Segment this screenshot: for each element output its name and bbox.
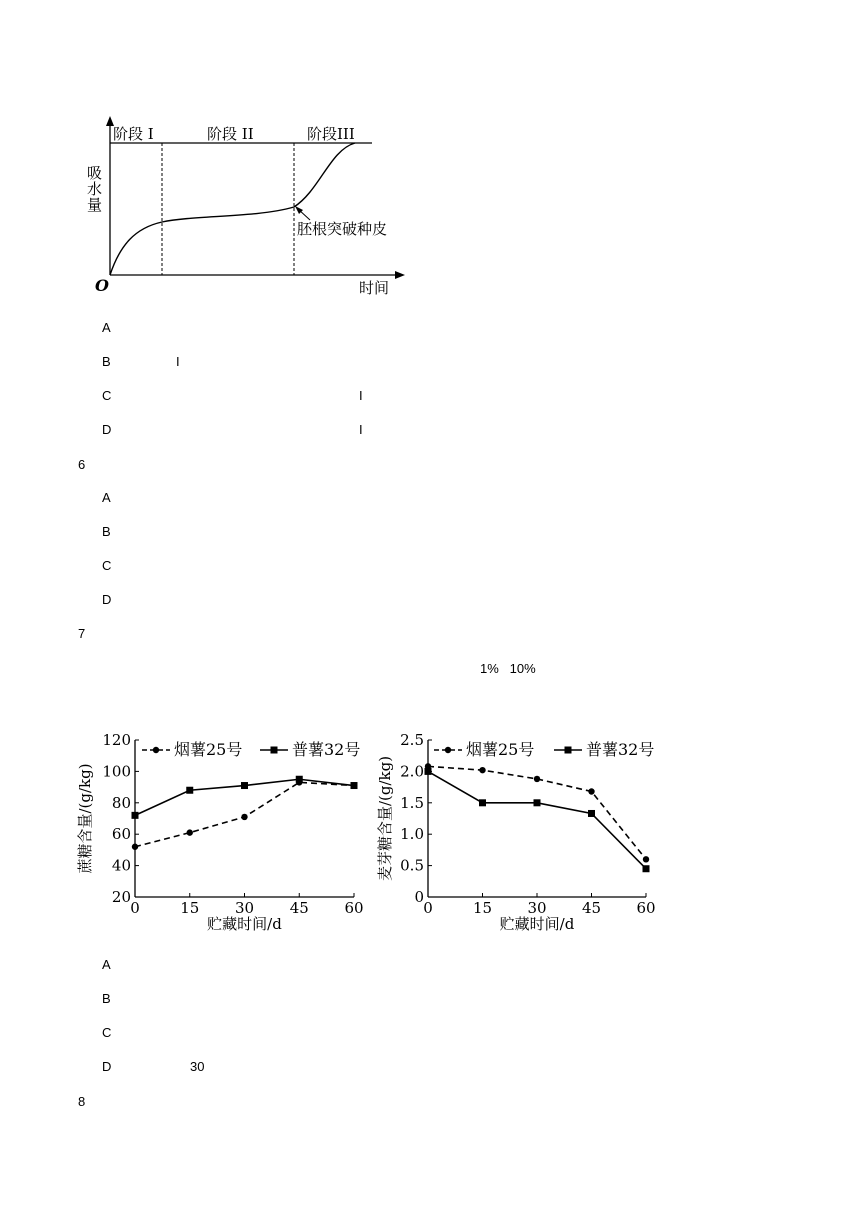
x-tick-label: 15 (180, 899, 200, 917)
series-2-point (132, 812, 139, 819)
maltose-chart (376, 728, 670, 938)
q5-option-c[interactable]: C (102, 388, 112, 403)
q5-option-b[interactable]: B (102, 354, 111, 369)
series-2-point (296, 776, 303, 783)
x-tick-label: 45 (581, 899, 602, 917)
legend-label-1: 烟薯25号 (466, 740, 535, 759)
q6-option-d[interactable]: D (102, 592, 112, 607)
y-tick-label: 80 (111, 793, 131, 812)
y-tick-label: 2.0 (400, 762, 424, 781)
q5-option-b-text: I (176, 354, 180, 369)
y-tick-label: 100 (102, 762, 131, 781)
q8-number: 8 (78, 1094, 86, 1109)
annotation-label: 胚根突破种皮 (297, 220, 388, 238)
q7-option-c[interactable]: C (102, 1025, 112, 1040)
x-axis-label: 时间 (359, 279, 390, 297)
x-tick-label: 15 (472, 899, 493, 917)
x-tick-label: 0 (423, 899, 433, 917)
q5-option-d-text: I (359, 422, 363, 437)
q6-number: 6 (78, 457, 86, 472)
q7-text-fragment: 1% 10% (480, 661, 536, 676)
stage-1-label: 阶段 I (113, 125, 154, 143)
series-2-point (643, 865, 650, 872)
y-label-char-2: 水 (87, 180, 103, 198)
stage-2-label: 阶段 II (207, 125, 254, 143)
series-2-point (425, 768, 432, 775)
series-1-point (241, 814, 247, 820)
q5-option-d[interactable]: D (102, 422, 112, 437)
legend-marker-1 (445, 747, 451, 753)
series-2-point (241, 782, 248, 789)
legend-marker-1 (153, 747, 159, 753)
sucrose-chart (78, 728, 378, 938)
q7-option-d[interactable]: D (102, 1059, 112, 1074)
x-tick-label: 60 (344, 899, 364, 917)
y-tick-label: 120 (102, 731, 131, 749)
series-2-point (588, 810, 595, 817)
legend-label-2: 普薯32号 (586, 740, 655, 759)
x-axis-label: 贮藏时间/d (207, 915, 282, 933)
series-2-point (479, 799, 486, 806)
y-tick-label: 0.5 (400, 856, 424, 875)
series-1-point (479, 767, 485, 773)
series-2-point (534, 799, 541, 806)
y-axis-label: 蔗糖含量/(g/kg) (76, 763, 94, 874)
series-1-point (588, 788, 594, 794)
y-tick-label: 1.0 (400, 825, 424, 844)
x-tick-label: 0 (130, 899, 140, 917)
y-tick-label: 60 (111, 825, 131, 844)
series-1-point (132, 844, 138, 850)
x-tick-label: 45 (289, 899, 309, 917)
y-tick-label: 40 (111, 856, 131, 875)
series-line-2 (428, 771, 646, 868)
q7-option-a[interactable]: A (102, 957, 111, 972)
q7-number: 7 (78, 626, 86, 641)
q6-option-a[interactable]: A (102, 490, 111, 505)
x-tick-label: 30 (527, 899, 547, 917)
x-tick-label: 60 (636, 899, 656, 917)
series-2-point (186, 787, 193, 794)
legend-label-1: 烟薯25号 (174, 740, 243, 759)
y-tick-label: 1.5 (400, 793, 424, 812)
y-label-char-1: 吸 (87, 164, 103, 182)
series-1-point (187, 829, 193, 835)
series-1-point (534, 776, 540, 782)
series-2-point (351, 782, 358, 789)
q6-option-b[interactable]: B (102, 524, 111, 539)
q7-option-b[interactable]: B (102, 991, 111, 1006)
x-axis-arrow-icon (395, 271, 405, 279)
y-axis-label: 麦芽糖含量/(g/kg) (376, 755, 394, 882)
x-tick-label: 30 (234, 899, 255, 917)
y-label-char-3: 量 (87, 196, 103, 214)
legend-label-2: 普薯32号 (292, 740, 361, 759)
absorption-curve (110, 143, 355, 275)
origin-label: O (95, 276, 109, 295)
stage-3-label: 阶段III (307, 125, 355, 143)
q5-option-c-text: I (359, 388, 363, 403)
q7-option-d-text: 30 (190, 1059, 205, 1074)
y-tick-label: 0 (414, 888, 424, 906)
series-1-point (643, 856, 649, 862)
water-absorption-figure (85, 110, 415, 305)
legend-marker-2 (565, 747, 572, 754)
y-tick-label: 20 (111, 888, 131, 906)
x-axis-label: 贮藏时间/d (499, 915, 575, 933)
q5-option-a[interactable]: A (102, 320, 111, 335)
legend-marker-2 (271, 747, 278, 754)
q6-option-c[interactable]: C (102, 558, 112, 573)
y-tick-label: 2.5 (400, 731, 424, 749)
